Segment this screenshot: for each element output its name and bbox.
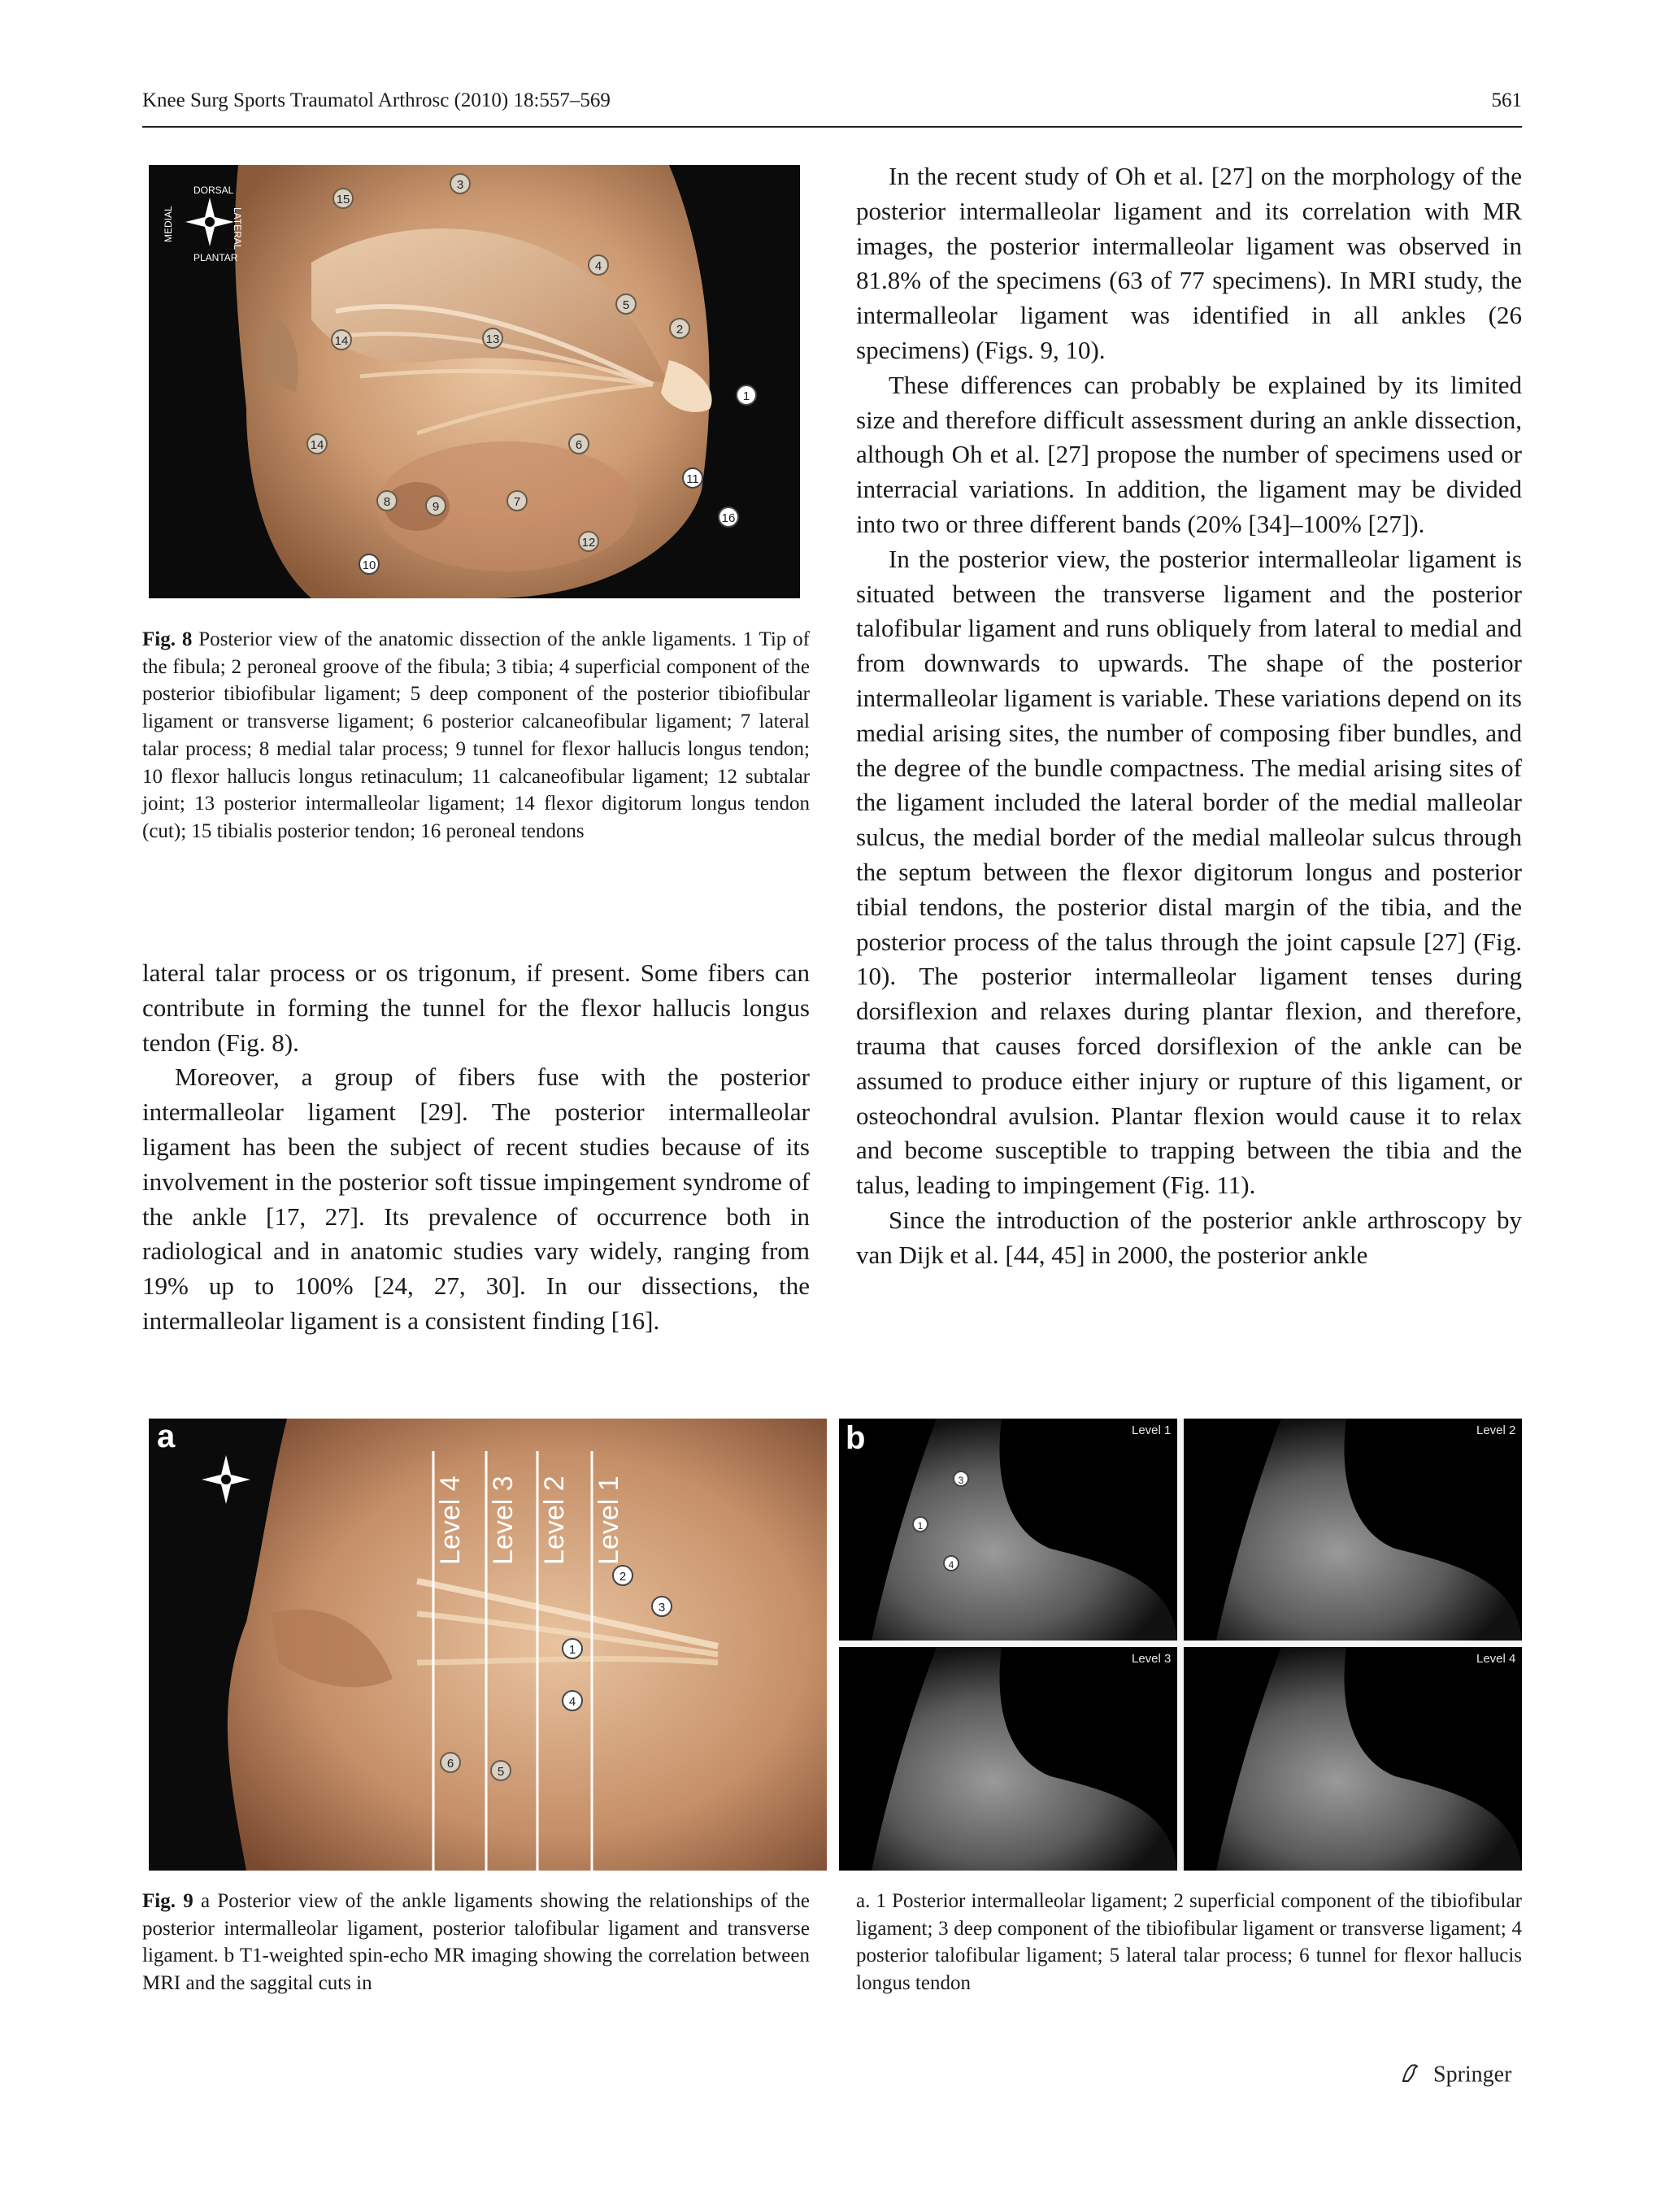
fig8-marker: 6 — [568, 433, 589, 454]
fig9b-marker: 3 — [953, 1471, 969, 1487]
fig9a-marker: 1 — [562, 1638, 583, 1659]
fig9a-marker: 6 — [440, 1752, 461, 1773]
level-1-label: Level 1 — [593, 1475, 624, 1565]
fig8-marker: 14 — [306, 433, 328, 454]
level-3-label: Level 3 — [488, 1475, 519, 1565]
level-4-label: Level 4 — [435, 1475, 466, 1565]
right-paragraph-1: In the recent study of Oh et al. [27] on the morphology of the posterior intermalleolar ligament and its correlation with MR images, the posterior intermalleolar ligament was observed in 81.8% of the specimens (63 of 77 specimens). In MRI study, the intermalleolar ligament was identified in all ankles (26 specimens) (Figs. 9, 10). — [856, 162, 1522, 364]
fig8-marker: 2 — [669, 318, 690, 339]
right-paragraph-4: Since the introduction of the posterior ankle arthroscopy by van Dijk et al. [44, 45] in 2000, the posterior ankle — [856, 1205, 1522, 1269]
fig9a-dissection-image — [149, 1419, 827, 1871]
mri-level-label: Level 4 — [1476, 1652, 1516, 1666]
page-number: 561 — [1491, 89, 1522, 111]
springer-horse-icon — [1398, 2062, 1421, 2091]
fig8-marker: 4 — [588, 254, 609, 276]
compass-dorsal-label: DORSAL — [193, 185, 234, 196]
fig8-marker: 9 — [425, 495, 446, 516]
fig9a-marker: 2 — [612, 1565, 633, 1586]
header-rule — [142, 126, 1522, 128]
fig9b-mri-image — [839, 1419, 1522, 1871]
left-paragraph-2: Moreover, a group of fibers fuse with the posterior intermalleolar ligament [29]. The posterior intermalleolar ligament has been the subject of recent studies because of its involvement in the posterior soft tissue impingement syndrome of the ankle [17, 27]. Its prevalence of occurrence both in radiological and in anatomic studies vary widely, ranging from 19% up to 100% [24, 27, 30]. In our dissections, the intermalleolar ligament is a consistent finding [16]. — [142, 1063, 810, 1335]
fig8-marker: 7 — [506, 490, 528, 511]
right-column-text — [856, 159, 1522, 1273]
fig9b-mri-illustration — [839, 1419, 1522, 1871]
fig8-marker: 13 — [482, 328, 503, 349]
publisher-logo — [1398, 2062, 1511, 2091]
compass-lateral-label: LATERAL — [232, 207, 243, 250]
mri-level-label: Level 3 — [1132, 1652, 1172, 1666]
fig9-panel-b-label: b — [846, 1420, 866, 1456]
fig8-marker: 3 — [450, 173, 471, 194]
fig9a-marker: 4 — [562, 1690, 583, 1711]
fig8-anatomy-illustration — [149, 165, 800, 598]
fig8-marker: 1 — [736, 385, 757, 406]
compass-medial-label: MEDIAL — [163, 206, 174, 242]
level-2-label: Level 2 — [539, 1475, 570, 1565]
fig8-caption-label: Fig. 8 — [142, 628, 193, 650]
fig9-caption-right — [856, 1888, 1522, 1997]
right-paragraph-3: In the posterior view, the posterior intermalleolar ligament is situated between the transverse ligament and the posterior talofibular ligament and runs obliquely from lateral to medial and from downwards to upwards. The shape of the posterior intermalleolar ligament is variable. These variations depend on its medial arising sites, the number of composing fiber bundles, and the degree of the bundle compactness. The medial arising sites of the ligament included the lateral border of the medial malleolar sulcus, the medial border of the medial malleolar sulcus through the septum between the flexor digitorum longus and posterior tibial tendons, the posterior distal margin of the tibia, and the posterior process of the talus through the joint capsule [27] (Fig. 10). The posterior intermalleolar ligament tenses during dorsiflexion and relaxes during plantar flexion, and therefore, trauma that causes forced dorsiflexion of the ankle can be assumed to produce either injury or rupture of this ligament, or osteochondral avulsion. Plantar flexion would cause it to relax and become susceptible to trapping between the tibia and the talus, leading to impingement (Fig. 11). — [856, 544, 1522, 1200]
left-paragraph-1: lateral talar process or os trigonum, if present. Some fibers can contribute in forming the tunnel for the flexor hallucis longus tendon (Fig. 8). — [142, 958, 810, 1057]
fig9-caption-left — [142, 1888, 810, 1997]
fig8-caption-text: Posterior view of the anatomic dissection of the ankle ligaments. 1 Tip of the fibula; 2 peroneal groove of the fibula; 3 tibia; 4 superficial component of the posterior tibiofibular ligament; 5 deep component of the posterior tibiofibular ligament or transverse ligament; 6 posterior calcaneofibular ligament; 7 lateral talar process; 8 medial talar process; 9 tunnel for flexor hallucis longus tendon; 10 flexor hallucis longus retinaculum; 11 calcaneofibular ligament; 12 subtalar joint; 13 posterior intermalleolar ligament; 14 flexor digitorum longus tendon (cut); 15 tibialis posterior tendon; 16 peroneal tendons — [142, 628, 810, 842]
right-paragraph-2: These differences can probably be explained by its limited size and therefore difficult assessment during an ankle dissection, although Oh et al. [27] propose the number of specimens used or interracial variations. In addition, the ligament may be divided into two or three different bands (20% [34]–100% [27]). — [856, 370, 1522, 538]
fig8-dissection-image — [149, 165, 800, 598]
running-header — [142, 89, 1522, 124]
fig9a-marker: 5 — [490, 1760, 511, 1781]
fig9-caption-label: Fig. 9 — [142, 1890, 193, 1912]
fig8-caption — [142, 626, 810, 845]
fig9b-marker: 1 — [912, 1516, 928, 1532]
mri-level-label: Level 2 — [1476, 1423, 1516, 1437]
fig8-marker: 12 — [578, 531, 599, 552]
fig9-panel-a-label: a — [157, 1419, 176, 1454]
fig8-marker: 15 — [333, 188, 354, 209]
fig9-caption-text: a Posterior view of the ankle ligaments showing the relationships of the posterior intermalleolar ligament, posterior talofibular ligament and transverse ligament. b T1-weighted spin-echo MR imaging showing the correlation between MRI and the saggital cuts in — [142, 1890, 810, 1995]
publisher-name: Springer — [1433, 2062, 1512, 2088]
fig9a-marker: 3 — [651, 1596, 672, 1617]
fig8-marker: 8 — [376, 490, 398, 511]
fig9-caption-continued: a. 1 Posterior intermalleolar ligament; 2 superficial component of the tibiofibular ligament; 3 deep component of the tibiofibular ligament or transverse ligament; 4 posterior talofibular ligament; 5 lateral talar process; 6 tunnel for flexor hallucis longus tendon — [856, 1890, 1522, 1995]
left-column-text — [142, 956, 810, 1339]
fig9b-marker: 4 — [943, 1555, 959, 1571]
fig8-marker: 11 — [682, 467, 703, 489]
fig8-marker: 16 — [718, 506, 739, 528]
fig8-marker: 10 — [359, 554, 380, 575]
fig8-marker: 5 — [615, 293, 637, 315]
fig8-marker: 14 — [331, 329, 352, 350]
compass-plantar-label: PLANTAR — [193, 252, 238, 263]
mri-level-label: Level 1 — [1132, 1423, 1172, 1437]
journal-citation: Knee Surg Sports Traumatol Arthrosc (2010) 18:557–569 — [142, 89, 611, 111]
